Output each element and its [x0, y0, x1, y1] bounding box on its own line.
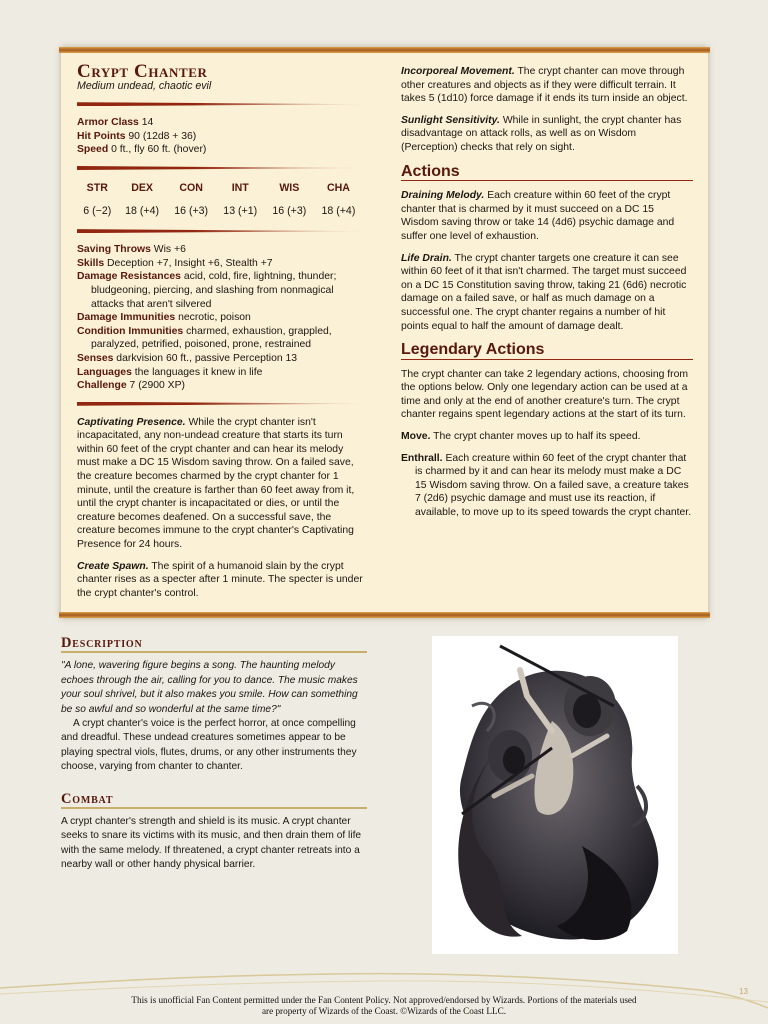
- trait-captivating-presence: [77, 416, 363, 552]
- skills-value: Deception +7, Insight +6, Stealth +7: [107, 257, 273, 269]
- saving-throws-label: Saving Throws: [77, 244, 151, 256]
- armor-class: [77, 116, 363, 130]
- combat-heading: Combat: [61, 792, 367, 809]
- footer-line-1: This is unofficial Fan Content permitted under the Fan Content Policy. Not approved/endorsed by Wizards. Portions of the materials used: [131, 995, 637, 1005]
- stat-block-right-column: [401, 65, 693, 528]
- ability-name: DEX: [131, 181, 153, 194]
- footer-line-2: are property of Wizards of the Coast. ©Wizards of the Coast LLC.: [261, 1006, 507, 1016]
- trait-incorporeal-movement: [401, 65, 693, 106]
- ability-name: INT: [231, 181, 249, 194]
- condition-immunities-label: Condition Immunities: [77, 325, 184, 337]
- divider: [77, 166, 367, 170]
- damage-immunities-label: Damage Immunities: [77, 312, 176, 324]
- lore-column: [61, 636, 367, 873]
- ability-score: 18 (+4): [321, 204, 356, 217]
- skills: [77, 257, 363, 271]
- trait-sunlight-sensitivity: [401, 114, 693, 155]
- action-name: Draining Melody.: [401, 190, 485, 202]
- damage-resistances: [77, 270, 363, 311]
- ability-names-row: [77, 180, 363, 203]
- actions-heading: Actions: [401, 165, 693, 182]
- trait-text: The crypt chanter can move through other creatures and objects as if they were difficult terrain. It takes 5 (1d10) force damage if it ends its turn inside an object.: [401, 66, 688, 105]
- ability-name: CON: [179, 181, 203, 194]
- divider: [77, 102, 367, 106]
- damage-resistances-value: acid, cold, fire, lightning, thunder; bludgeoning, piercing, and slashing from nonmagical attacks that aren't silvered: [91, 271, 337, 310]
- trait-name: Sunlight Sensitivity.: [401, 114, 500, 126]
- speed: [77, 143, 363, 157]
- divider: [77, 402, 367, 406]
- challenge-value: 7 (2900 XP): [129, 380, 185, 392]
- ability-score: 18 (+4): [125, 204, 160, 217]
- ability-name: CHA: [326, 181, 350, 194]
- description-quote: "A lone, wavering figure begins a song. The haunting melody echoes through the air, calling for you to dance. The music makes your soul shrivel, but it also makes you smile. How can something be so awful and so wonderful at the same time?": [61, 660, 358, 715]
- combat-body: A crypt chanter's strength and shield is its music. A crypt chanter seeks to snare its victims with its music, and then drain them of life with the same melody. If threatened, a crypt chanter retreats into a nearby wall or other handy physical barrier.: [61, 816, 362, 871]
- stat-block: [61, 47, 708, 618]
- ability-scores-row: [77, 203, 363, 221]
- legendary-action-text: The crypt chanter moves up to half its speed.: [433, 431, 641, 443]
- legendary-action-name: Move.: [401, 431, 431, 443]
- monster-name: Crypt Chanter: [77, 61, 208, 82]
- monster-type: Medium undead, chaotic evil: [77, 79, 212, 92]
- condition-immunities-value: charmed, exhaustion, grappled, paralyzed, petrified, poisoned, prone, restrained: [91, 325, 332, 351]
- trait-name: Captivating Presence.: [77, 416, 186, 428]
- action-draining-melody: [401, 189, 693, 243]
- challenge: [77, 379, 363, 393]
- senses-label: Senses: [77, 352, 114, 364]
- legendary-move: [401, 430, 693, 444]
- legendary-enthrall: [401, 452, 693, 520]
- saving-throws-value: Wis +6: [153, 244, 186, 256]
- speed-label: Speed: [77, 144, 109, 156]
- legal-footer: [40, 995, 728, 1017]
- divider: [77, 229, 367, 233]
- action-name: Life Drain.: [401, 252, 452, 264]
- senses-value: darkvision 60 ft., passive Perception 13: [116, 352, 298, 364]
- action-text: Each creature within 60 feet of the crypt chanter that is charmed by it must succeed on a DC 15 Wisdom saving throw or take 14 (4d6) psychic damage and suffer one level of exhaustion.: [401, 190, 675, 242]
- hit-points-value: 90 (12d8 + 36): [128, 130, 197, 142]
- trait-name: Create Spawn.: [77, 560, 149, 572]
- ability-scores-table: [77, 180, 363, 220]
- saving-throws: [77, 243, 363, 257]
- ability-score: 16 (+3): [272, 204, 307, 217]
- legendary-action-name: Enthrall.: [401, 452, 443, 464]
- speed-value: 0 ft., fly 60 ft. (hover): [111, 144, 207, 156]
- ability-score: 6 (−2): [83, 204, 112, 217]
- trait-text: While in sunlight, the crypt chanter has disadvantage on attack rolls, as well as on Wisdom (Perception) checks that rely on sight.: [401, 114, 682, 153]
- action-text: The crypt chanter targets one creature it can see within 60 feet of it that isn't charmed. The target must succeed on a DC 15 Constitution saving throw, taking 21 (6d6) necrotic damage on a failed save, or half as much damage on a successful one. The crypt chanter regains a number of hit points equal to half the amount of damage dealt.: [401, 252, 687, 332]
- damage-immunities: [77, 311, 363, 325]
- description-heading: Description: [61, 636, 367, 653]
- trait-text: While the crypt chanter isn't incapacitated, any non-undead creature that starts its turn within 60 feet of the crypt chanter and can hear its melody must make a DC 15 Wisdom saving throw. On a failed save, the creature becomes charmed by the crypt chanter for 1 minute, until the creature is farther than 60 feet away from it, until the crypt chanter is incapacitated or dies, or until the creature becomes deafened. On a successful save, the creature becomes immune to the crypt chanter's Captivating Presence for 24 hours.: [77, 416, 355, 551]
- legendary-actions-heading: Legendary Actions: [401, 343, 693, 360]
- ability-name: STR: [86, 181, 108, 194]
- languages-value: the languages it knew in life: [134, 366, 263, 378]
- crypt-chanter-illustration: [432, 636, 678, 954]
- stat-block-top-border: [59, 47, 710, 53]
- stat-block-left-column: [77, 61, 363, 608]
- hit-points-label: Hit Points: [77, 130, 126, 142]
- page-number: 13: [739, 987, 748, 996]
- armor-class-value: 14: [141, 117, 154, 129]
- trait-create-spawn: [77, 560, 363, 601]
- senses: [77, 352, 363, 366]
- armor-class-label: Armor Class: [77, 117, 139, 129]
- damage-resistances-label: Damage Resistances: [77, 271, 181, 283]
- ability-score: 13 (+1): [223, 204, 258, 217]
- challenge-label: Challenge: [77, 380, 127, 392]
- hit-points: [77, 130, 363, 144]
- languages: [77, 366, 363, 380]
- description-body: A crypt chanter's voice is the perfect horror, at once compelling and dreadful. These undead creatures sometimes appear to be playing spectral viols, flutes, drums, or any other instruments they choose, varying from chanter to chanter.: [61, 718, 357, 773]
- languages-label: Languages: [77, 366, 132, 378]
- trait-text: The spirit of a humanoid slain by the crypt chanter rises as a specter after 1 minute. The specter is under the crypt chanter's control.: [77, 560, 363, 599]
- skills-label: Skills: [77, 257, 105, 269]
- stat-block-bottom-border: [59, 612, 710, 618]
- damage-immunities-value: necrotic, poison: [178, 312, 251, 324]
- legendary-intro: The crypt chanter can take 2 legendary actions, choosing from the options below. Only one legendary action can be used at a time and only at the end of another creature's turn. The crypt chanter regains spent legendary actions at the start of its turn.: [401, 368, 689, 421]
- ability-name: WIS: [279, 181, 300, 194]
- ability-score: 16 (+3): [174, 204, 209, 217]
- action-life-drain: [401, 252, 693, 334]
- condition-immunities: [77, 325, 363, 352]
- trait-name: Incorporeal Movement.: [401, 66, 515, 77]
- legendary-action-text: Each creature within 60 feet of the crypt chanter that is charmed by it and can hear its melody must make a DC 15 Wisdom saving throw. On a failed save, a creature takes 7 (2d6) psychic damage and must use its reaction, if available, to move up to its speed towards the crypt chanter.: [415, 452, 692, 519]
